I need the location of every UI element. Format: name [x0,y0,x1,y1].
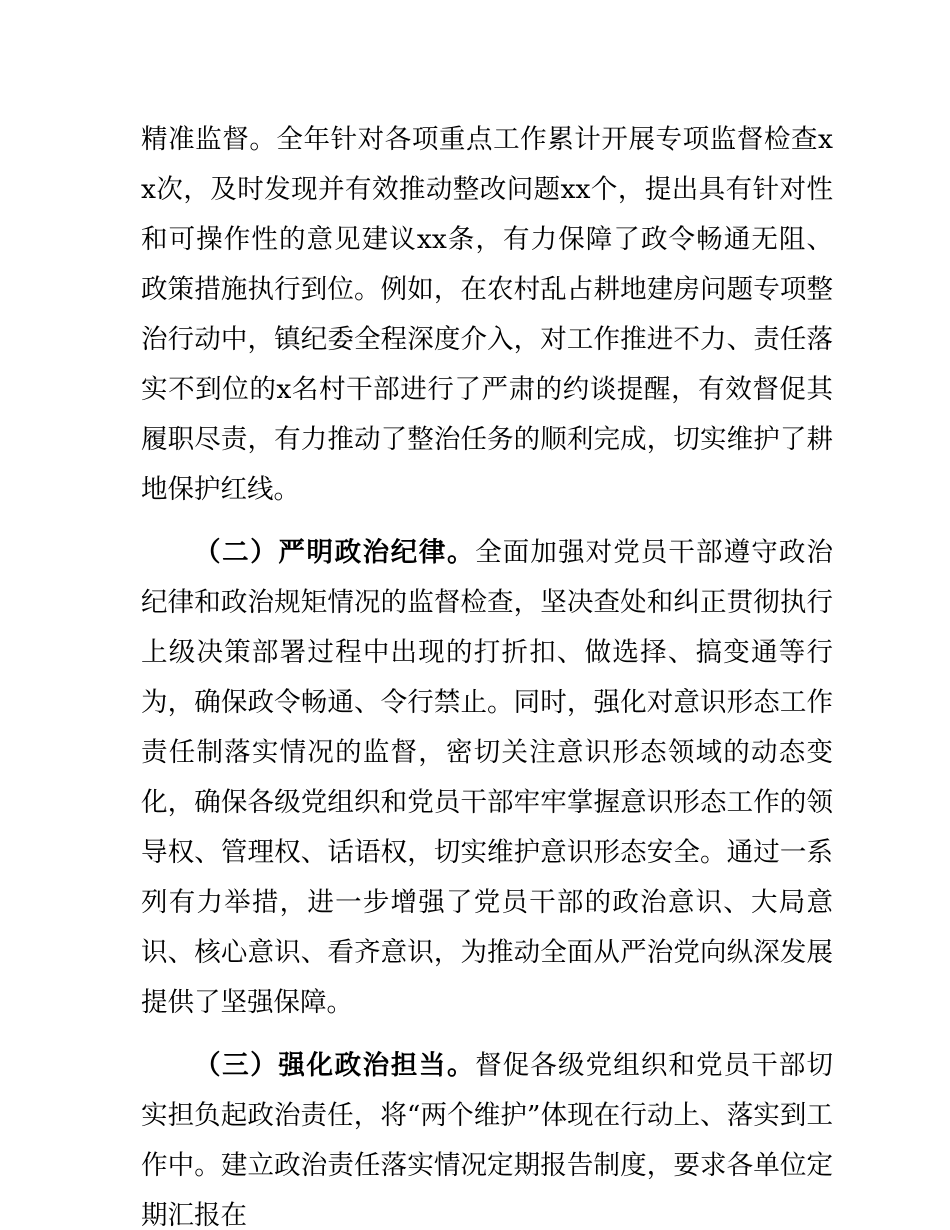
paragraph-section-3 [141,1041,833,1230]
paragraph-section-2 [141,528,833,1028]
paragraph-body-text: 全面加强对党员干部遵守政治纪律和政治规矩情况的监督检查，坚决查处和纠正贯彻执行上级决策部署过程中出现的打折扣、做选择、搞变通等行为，确保政令畅通、令行禁止。同时，强化对意识形态工作责任制落实情况的监督，密切关注意识形态领域的动态变化，确保各级党组织和党员干部牢牢掌握意识形态工作的领导权、管理权、话语权，切实维护意识形态安全。通过一系列有力举措，进一步增强了党员干部的政治意识、大局意识、核心意识、看齐意识，为推动全面从严治党向纵深发展提供了坚强保障。 [141,537,834,1018]
section-2-heading: （二）严明政治纪律。 [194,537,476,568]
paragraph-body-text: 精准监督。全年针对各项重点工作累计开展专项监督检查xx次，及时发现并有效推动整改问题xx个，提出具有针对性和可操作性的意见建议xx条，有力保障了政令畅通无阻、政策措施执行到位。例如，在农村乱占耕地建房问题专项整治行动中，镇纪委全程深度介入，对工作推进不力、责任落实不到位的x名村干部进行了严肃的约谈提醒，有效督促其履职尽责，有力推动了整治任务的顺利完成，切实维护了耕地保护红线。 [141,124,833,505]
section-3-heading: （三）强化政治担当。 [194,1050,476,1081]
paragraph-body-text: 督促各级党组织和党员干部切实担负起政治责任，将“两个维护”体现在行动上、落实到工作中。建立政治责任落实情况定期报告制度，要求各单位定期汇报在 [141,1050,834,1230]
paragraph-continuation [141,115,833,515]
